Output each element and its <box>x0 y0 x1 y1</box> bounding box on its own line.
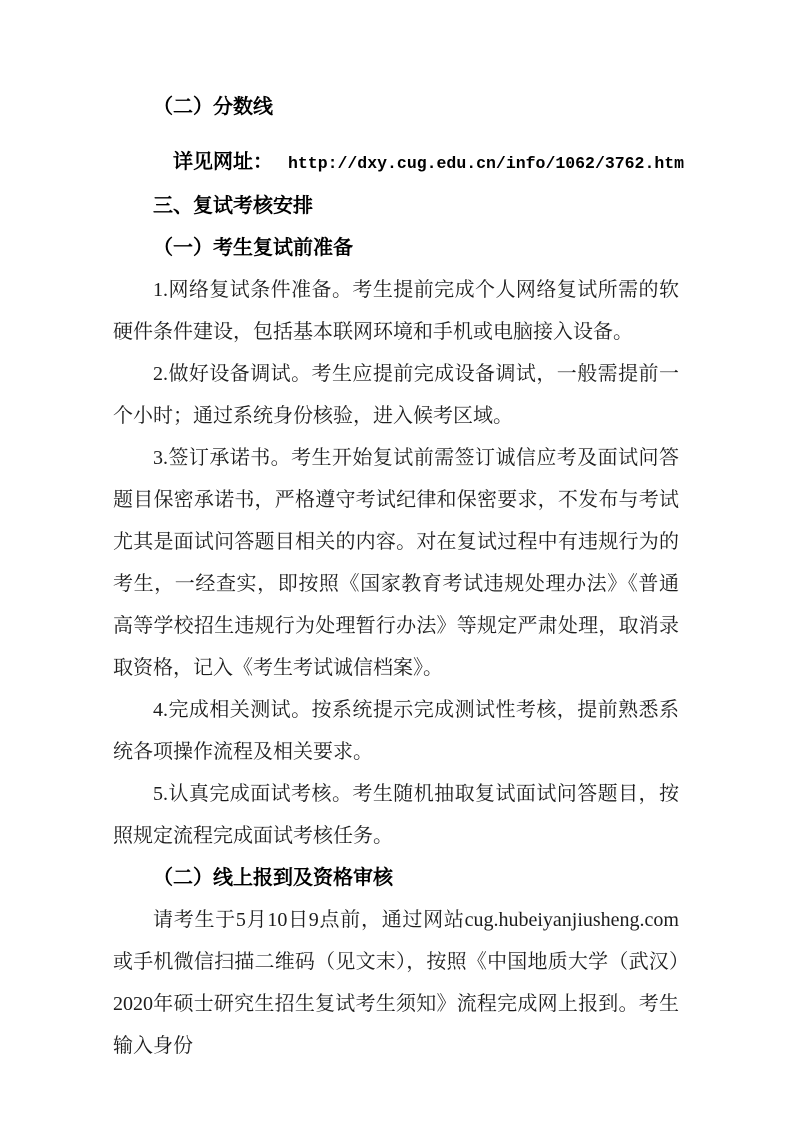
para-online-checkin-instructions: 请考生于5月10日9点前，通过网站cug.hubeiyanjiusheng.com或手机微信扫描二维码（见文末），按照《中国地质大学（武汉）2020年硕士研究生招生复试考生须知》流程完成网上报到。考生输入身份 <box>113 909 679 1057</box>
heading-subsection-one-pre-interview-prep: （一）考生复试前准备 <box>153 237 353 259</box>
para-1-network-interview-conditions: 1.网络复试条件准备。考生提前完成个人网络复试所需的软硬件条件建设，包括基本联网环境和手机或电脑接入设备。 <box>113 279 679 343</box>
para-5-complete-interview-assessment: 5.认真完成面试考核。考生随机抽取复试面试问答题目，按照规定流程完成面试考核任务。 <box>113 783 679 847</box>
score-line-url: http://dxy.cug.edu.cn/info/1062/3762.htm <box>288 154 685 173</box>
para-2-device-debugging: 2.做好设备调试。考生应提前完成设备调试，一般需提前一个小时；通过系统身份核验，进入候考区域。 <box>113 363 679 427</box>
heading-section-three-interview-arrangement: 三、复试考核安排 <box>153 195 313 217</box>
url-label: 详见网址： <box>173 151 273 173</box>
heading-subsection-two-online-checkin: （二）线上报到及资格审核 <box>153 867 393 889</box>
detail-url-line <box>113 141 685 185</box>
para-4-complete-related-tests: 4.完成相关测试。按系统提示完成测试性考核，提前熟悉系统各项操作流程及相关要求。 <box>113 699 679 763</box>
para-3-sign-commitment-letter: 3.签订承诺书。考生开始复试前需签订诚信应考及面试问答题目保密承诺书，严格遵守考试纪律和保密要求，不发布与考试尤其是面试问答题目相关的内容。对在复试过程中有违规行为的考生，一经查实，即按照《国家教育考试违规处理办法》《普通高等学校招生违规行为处理暂行办法》等规定严肃处理，取消录取资格，记入《考生考试诚信档案》。 <box>113 447 679 679</box>
heading-score-line: （二）分数线 <box>153 96 273 118</box>
